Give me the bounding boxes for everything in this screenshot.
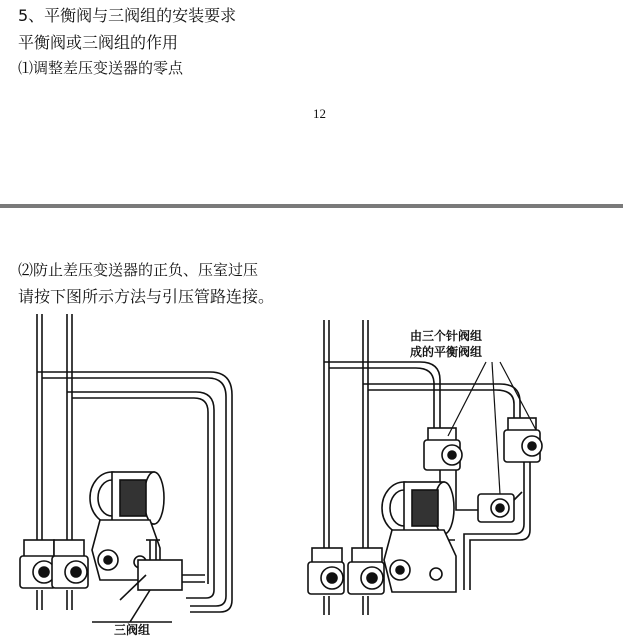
left-installation-figure bbox=[20, 314, 232, 622]
left-figure-label: 三阀组 bbox=[114, 623, 151, 637]
page-number: 12 bbox=[313, 106, 326, 121]
right-transmitter bbox=[382, 482, 456, 592]
right-installation-figure bbox=[308, 320, 542, 615]
section-heading: 5、平衡阀与三阀组的安装要求 bbox=[18, 6, 237, 25]
subheading: 平衡阀或三阀组的作用 bbox=[18, 33, 179, 52]
left-needle-valves bbox=[20, 540, 88, 588]
right-needle-valves bbox=[308, 548, 384, 594]
right-figure-label-line2: 成的平衡阀组 bbox=[410, 345, 483, 359]
instruction-text: 请按下图所示方法与引压管路连接。 bbox=[18, 287, 275, 306]
point-2-text: ⑵防止差压变送器的正负、压室过压 bbox=[18, 261, 259, 279]
page-separator bbox=[0, 204, 623, 208]
installation-diagram bbox=[0, 300, 623, 638]
point-1-text: ⑴调整差压变送器的零点 bbox=[18, 59, 184, 77]
right-figure-label-line1: 由三个针阀组 bbox=[410, 329, 483, 343]
